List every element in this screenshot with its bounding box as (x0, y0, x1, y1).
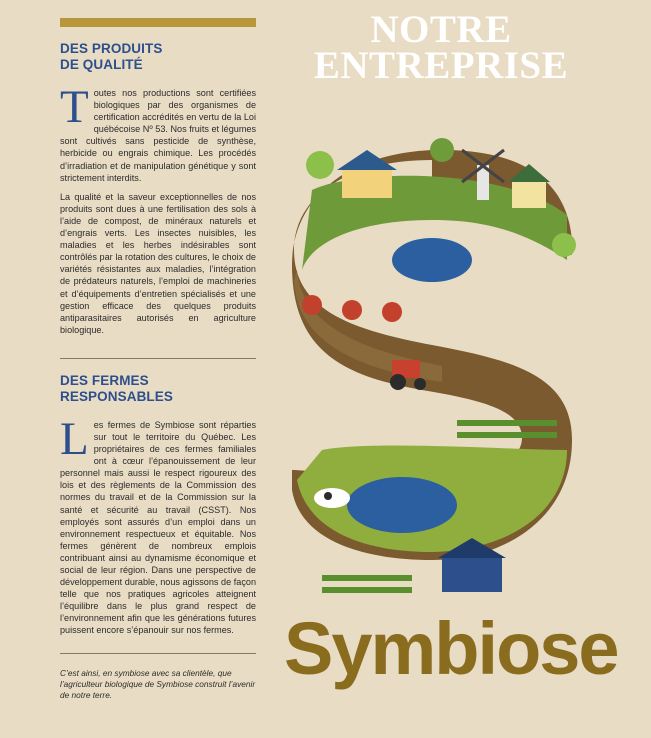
caption-divider (60, 653, 256, 654)
farms-paragraph (60, 412, 256, 637)
paragraph-text: outes nos productions sont certifiées biologiques par des organismes de certification accrédités en vertu de la Loi québécoise Nº 53. Nos fruits et légumes sont cultivés sans pesticide de synthèse, herbicide ou engrais chimique. Les procédés d’irradiation et de manipulation génétique y sont strictement interdits. (60, 88, 256, 183)
paragraph-text: es fermes de Symbiose sont réparties sur tout le territoire du Québec. Les propriétaires de ces fermes familiales ont à cœur l’épanouissement de leur personnel mais aussi le respect rigoureux des lois et des règlements de la Commission des normes du travail et de la Commission sur la santé et sécurité au travail (CSST). Nos employés sont assurés d’un emploi dans un environnement respectueux et équitable. Nos fermes génèrent de nombreux emplois contribuant ainsi au dynamisme économique et social de leur région. Dans une perspective de développement durable, nous agissons de façon telle que nos pratiques agricoles atteignent l’équilibre dans le plus grand respect de l’environnement afin que les générations futures puissent encore s’épanouir sur nos fermes. (60, 419, 256, 636)
tree-icon (430, 138, 454, 162)
products-paragraph-2: La qualité et la saveur exceptionnelles de nos produits sont dues à une fertilisation des sols à l’aide de compost, de minéraux naturels et d’engrais verts. Les insectes nuisibles, les maladies et les herbes indésirables sont contrôlés par la rotation des cultures, le choix de variétés résistantes aux maladies, l’intégration de prédateurs naturels, l’emploi de machineries et d’équipements d’entretien spécialisés et une gestion efficace des quelques produits antiparasitaires autorisés en agriculture biologique. (60, 191, 256, 335)
text-column (60, 18, 256, 710)
drop-cap: L (60, 412, 89, 465)
tree-icon (552, 233, 576, 257)
section-divider (60, 358, 256, 359)
products-paragraph-1 (60, 81, 256, 184)
drop-cap: T (60, 81, 89, 133)
title-line: ENTREPRISE (313, 44, 569, 87)
cow-icon (314, 488, 350, 508)
page-title (300, 8, 582, 87)
tree-icon (306, 151, 334, 179)
title-line: NOTRE (370, 8, 512, 51)
pond-top (392, 238, 472, 282)
section-heading-products (60, 41, 256, 73)
farm-s-illustration (282, 120, 582, 620)
heading-line: DES PRODUITS (60, 41, 163, 56)
brand-wordmark: Symbiose (284, 607, 618, 690)
heading-line: DES FERMES (60, 372, 149, 388)
tree-icon (342, 300, 362, 320)
section-heading-farms (60, 373, 256, 405)
heading-line: RESPONSABLES (60, 388, 173, 404)
tree-icon (302, 295, 322, 315)
pond-bottom (347, 477, 457, 533)
closing-caption: C’est ainsi, en symbiose avec sa clientèle, que l’agriculteur biologique de Symbiose construit l’avenir de notre terre. (60, 667, 256, 701)
tree-icon (382, 302, 402, 322)
top-gold-rule (60, 18, 256, 27)
heading-line: DE QUALITÉ (60, 57, 143, 72)
